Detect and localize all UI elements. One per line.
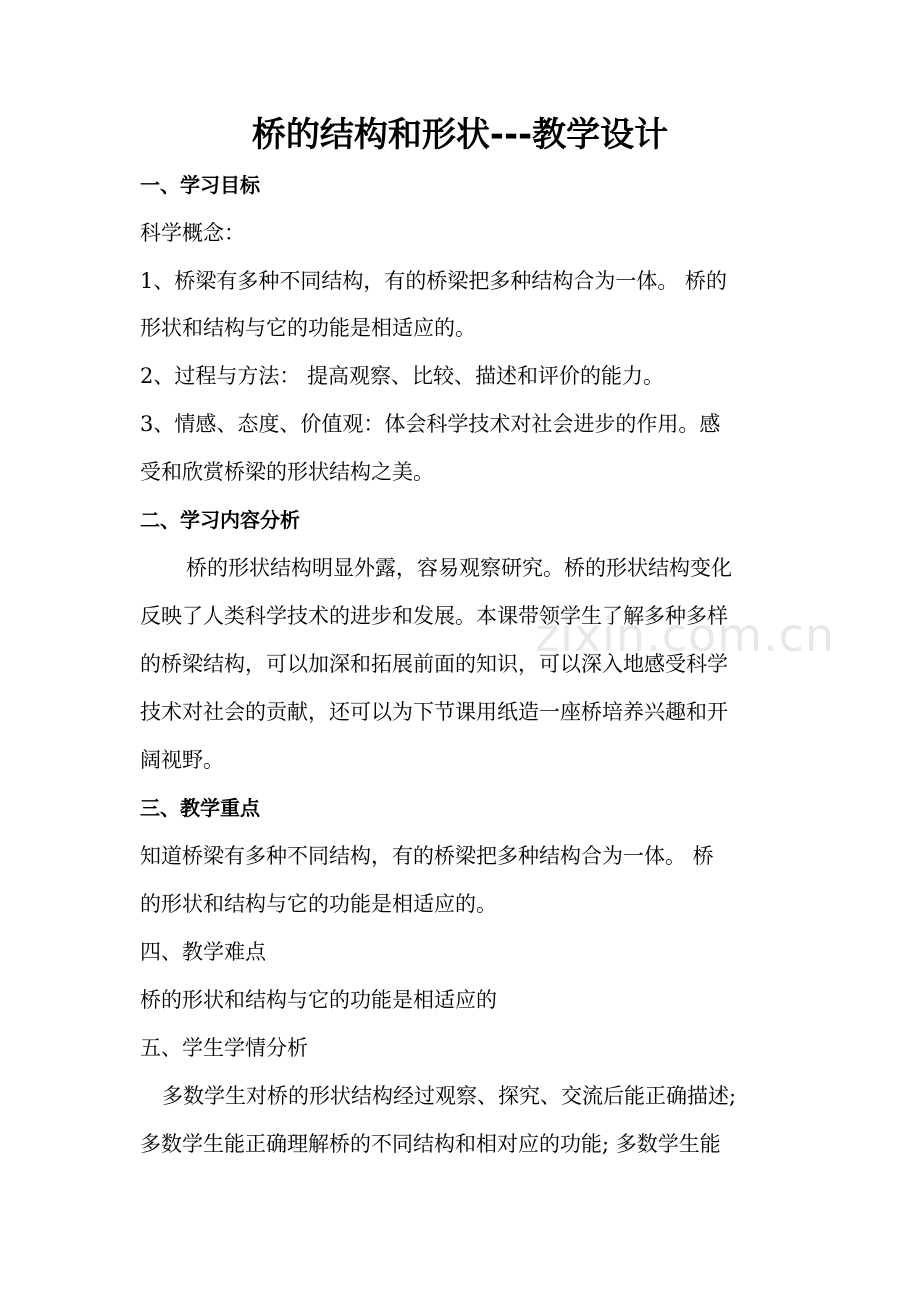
paragraph-line: 技术对社会的贡献，还可以为下节课用纸造一座桥培养兴趣和开: [140, 700, 728, 724]
paragraph-line: 3、情感、态度、价值观：体会科学技术对社会进步的作用。感: [140, 412, 721, 436]
section-heading-key-points: 三、教学重点: [140, 796, 260, 820]
section-heading-student-analysis: 五、学生学情分析: [140, 1036, 308, 1060]
paragraph-line: 形状和结构与它的功能是相适应的。: [140, 316, 476, 340]
paragraph-line: 受和欣赏桥梁的形状结构之美。: [140, 460, 434, 484]
paragraph-line: 2、过程与方法： 提高观察、比较、描述和评价的能力。: [140, 364, 665, 388]
paragraph-line: 多数学生对桥的形状结构经过观察、探究、交流后能正确描述;: [162, 1084, 737, 1108]
paragraph-line: 科学概念：: [140, 221, 245, 245]
section-heading-content-analysis: 二、学习内容分析: [140, 508, 300, 532]
paragraph-line: 反映了人类科学技术的进步和发展。本课带领学生了解多种多样: [140, 604, 728, 628]
paragraph-line: 桥的形状和结构与它的功能是相适应的: [140, 988, 497, 1012]
paragraph-line: 1、桥梁有多种不同结构，有的桥梁把多种结构合为一体。 桥的: [140, 269, 728, 293]
paragraph-line: 知道桥梁有多种不同结构，有的桥梁把多种结构合为一体。 桥: [140, 844, 714, 868]
paragraph-line: 桥的形状结构明显外露，容易观察研究。桥的形状结构变化: [186, 556, 732, 580]
section-heading-objectives: 一、学习目标: [140, 173, 260, 197]
document-title: 桥的结构和形状---教学设计: [251, 115, 669, 155]
watermark: zixin.com.cn: [535, 608, 836, 662]
section-heading-difficulties: 四、教学难点: [140, 940, 266, 964]
paragraph-line: 的形状和结构与它的功能是相适应的。: [140, 892, 497, 916]
paragraph-line: 多数学生能正确理解桥的不同结构和相对应的功能; 多数学生能: [140, 1132, 721, 1156]
paragraph-line: 的桥梁结构，可以加深和拓展前面的知识，可以深入地感受科学: [140, 652, 728, 676]
paragraph-line: 阔视野。: [140, 748, 224, 772]
